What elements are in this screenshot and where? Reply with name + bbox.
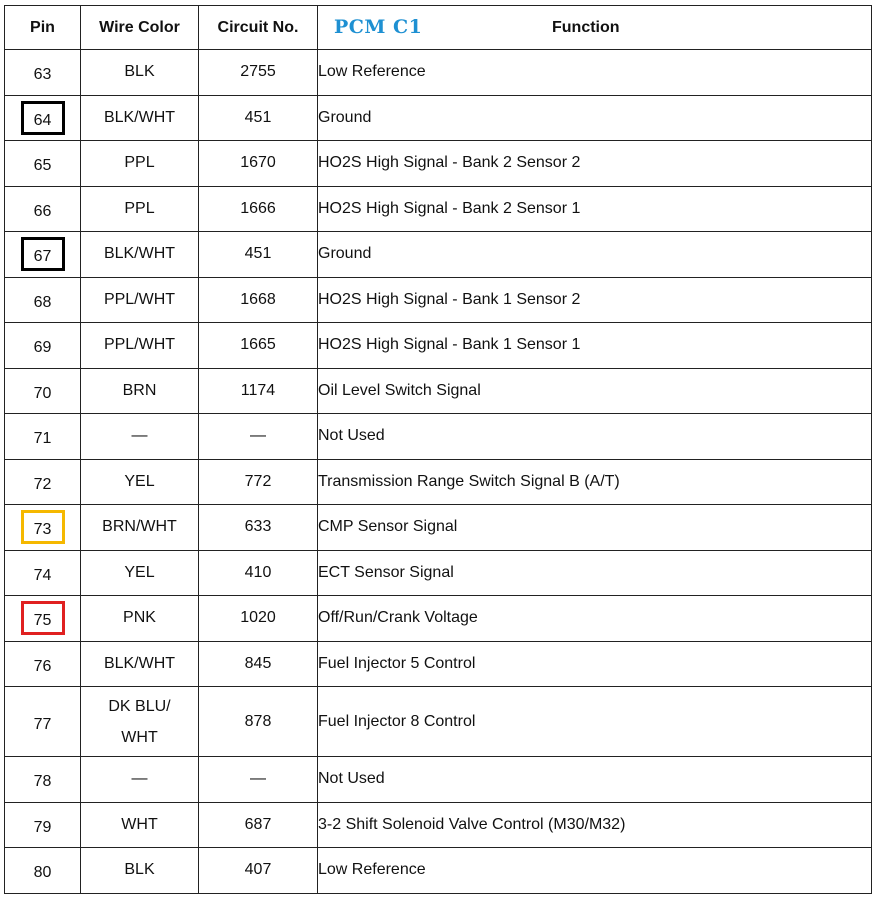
function-description: Off/Run/Crank Voltage — [318, 596, 872, 642]
circuit-number: 1666 — [199, 186, 318, 232]
pin-highlight-box: 64 — [21, 101, 65, 135]
wire-color: PPL/WHT — [103, 336, 176, 354]
wire-color: BRN — [122, 381, 157, 399]
pin-number: 70 — [33, 384, 52, 402]
circuit-number: 451 — [199, 232, 318, 278]
pin-cell — [5, 368, 81, 414]
wire-color-cell — [81, 323, 199, 369]
wire-color: PPL — [124, 199, 155, 217]
function-description: Fuel Injector 8 Control — [318, 687, 872, 757]
wire-color: YEL — [124, 563, 155, 581]
wire-color-cell — [81, 596, 199, 642]
wire-color-cell — [81, 550, 199, 596]
pin-number: 69 — [33, 339, 52, 357]
wire-color: DK BLU/ — [108, 697, 171, 715]
circuit-number: 410 — [199, 550, 318, 596]
pin-number: 80 — [33, 864, 52, 882]
function-description: HO2S High Signal - Bank 1 Sensor 1 — [318, 323, 872, 369]
table-row — [5, 596, 872, 642]
circuit-number: 1174 — [199, 368, 318, 414]
pin-highlight-box: 75 — [21, 601, 65, 635]
wire-color-cell — [81, 687, 199, 757]
table-row — [5, 459, 872, 505]
wire-color-cell — [81, 414, 199, 460]
table-row — [5, 641, 872, 687]
function-description: Not Used — [318, 414, 872, 460]
function-description: HO2S High Signal - Bank 1 Sensor 2 — [318, 277, 872, 323]
wire-color-cell — [81, 186, 199, 232]
table-row — [5, 50, 872, 96]
wire-color: BLK — [124, 861, 155, 879]
wire-color-cell — [81, 848, 199, 894]
circuit-number: 1670 — [199, 141, 318, 187]
pin-number: 65 — [33, 157, 52, 175]
wire-color: BLK/WHT — [103, 245, 176, 263]
table-body — [5, 50, 872, 894]
pin-number: 68 — [33, 293, 52, 311]
wire-color-cell — [81, 505, 199, 551]
function-description: ECT Sensor Signal — [318, 550, 872, 596]
wire-color-cell — [81, 641, 199, 687]
circuit-number: 2755 — [199, 50, 318, 96]
wire-color-cell — [81, 368, 199, 414]
wire-color-line2: WHT — [121, 728, 158, 746]
pin-cell — [5, 757, 81, 803]
pin-cell — [5, 505, 81, 551]
header-wire-color: Wire Color — [81, 6, 199, 50]
pin-cell — [5, 550, 81, 596]
table-row — [5, 848, 872, 894]
table-row — [5, 414, 872, 460]
table-row — [5, 95, 872, 141]
circuit-number: 1665 — [199, 323, 318, 369]
table-row — [5, 550, 872, 596]
function-description: HO2S High Signal - Bank 2 Sensor 2 — [318, 141, 872, 187]
wire-color: PPL — [124, 154, 155, 172]
pin-cell — [5, 141, 81, 187]
function-description: Low Reference — [318, 848, 872, 894]
wire-color-cell — [81, 757, 199, 803]
header-circuit-no: Circuit No. — [199, 6, 318, 50]
function-description: CMP Sensor Signal — [318, 505, 872, 551]
pin-cell — [5, 641, 81, 687]
wire-color: BLK — [124, 63, 155, 81]
circuit-number: 451 — [199, 95, 318, 141]
pin-cell — [5, 802, 81, 848]
pin-number: 79 — [33, 818, 52, 836]
pin-highlight-box: 67 — [21, 237, 65, 271]
pin-number: 74 — [33, 566, 52, 584]
pin-number: 71 — [33, 430, 52, 448]
wire-color: — — [131, 427, 148, 445]
header-function: Function — [552, 19, 620, 36]
function-description: HO2S High Signal - Bank 2 Sensor 1 — [318, 186, 872, 232]
circuit-number: — — [199, 757, 318, 803]
circuit-number: — — [199, 414, 318, 460]
pin-number: 76 — [33, 657, 52, 675]
function-description: Fuel Injector 5 Control — [318, 641, 872, 687]
pin-cell — [5, 232, 81, 278]
pin-cell — [5, 323, 81, 369]
wire-color: PPL/WHT — [103, 290, 176, 308]
table-row — [5, 232, 872, 278]
circuit-number: 845 — [199, 641, 318, 687]
wire-color: — — [131, 770, 148, 788]
table-row — [5, 323, 872, 369]
pin-number: 66 — [33, 202, 52, 220]
header-pin: Pin — [5, 6, 81, 50]
wire-color-cell — [81, 95, 199, 141]
pin-cell — [5, 848, 81, 894]
table-row — [5, 186, 872, 232]
wire-color-cell — [81, 141, 199, 187]
pin-cell — [5, 687, 81, 757]
header-row — [5, 6, 872, 50]
function-description: 3-2 Shift Solenoid Valve Control (M30/M32) — [318, 802, 872, 848]
pin-cell — [5, 596, 81, 642]
table-row — [5, 141, 872, 187]
table-row — [5, 687, 872, 757]
wire-color-cell — [81, 50, 199, 96]
table-row — [5, 802, 872, 848]
function-description: Transmission Range Switch Signal B (A/T) — [318, 459, 872, 505]
wire-color-cell — [81, 459, 199, 505]
circuit-number: 633 — [199, 505, 318, 551]
wire-color-cell — [81, 232, 199, 278]
circuit-number: 1020 — [199, 596, 318, 642]
pin-cell — [5, 414, 81, 460]
pin-cell — [5, 50, 81, 96]
pin-number: 63 — [33, 66, 52, 84]
circuit-number: 878 — [199, 687, 318, 757]
pin-cell — [5, 277, 81, 323]
wire-color-cell — [81, 802, 199, 848]
function-description: Oil Level Switch Signal — [318, 368, 872, 414]
pin-highlight-box: 73 — [21, 510, 65, 544]
pcm-c1-pinout-table — [4, 5, 872, 894]
header-function-cell — [318, 6, 872, 50]
function-description: Low Reference — [318, 50, 872, 96]
table-row — [5, 368, 872, 414]
pin-number: 78 — [33, 773, 52, 791]
circuit-number: 772 — [199, 459, 318, 505]
pin-number: 77 — [33, 715, 52, 733]
wire-color: BLK/WHT — [103, 654, 176, 672]
circuit-number: 1668 — [199, 277, 318, 323]
wire-color: BLK/WHT — [103, 108, 176, 126]
connector-label: PCM C1 — [334, 16, 423, 38]
function-description: Ground — [318, 95, 872, 141]
table-row — [5, 757, 872, 803]
wire-color: BRN/WHT — [102, 518, 177, 536]
pin-cell — [5, 459, 81, 505]
pin-number: 72 — [33, 475, 52, 493]
function-description: Ground — [318, 232, 872, 278]
table-row — [5, 277, 872, 323]
wire-color: YEL — [124, 472, 155, 490]
function-description: Not Used — [318, 757, 872, 803]
pin-cell — [5, 95, 81, 141]
circuit-number: 687 — [199, 802, 318, 848]
wire-color-cell — [81, 277, 199, 323]
wire-color: WHT — [121, 815, 158, 833]
table-row — [5, 505, 872, 551]
wire-color: PNK — [123, 609, 156, 627]
pin-cell — [5, 186, 81, 232]
circuit-number: 407 — [199, 848, 318, 894]
